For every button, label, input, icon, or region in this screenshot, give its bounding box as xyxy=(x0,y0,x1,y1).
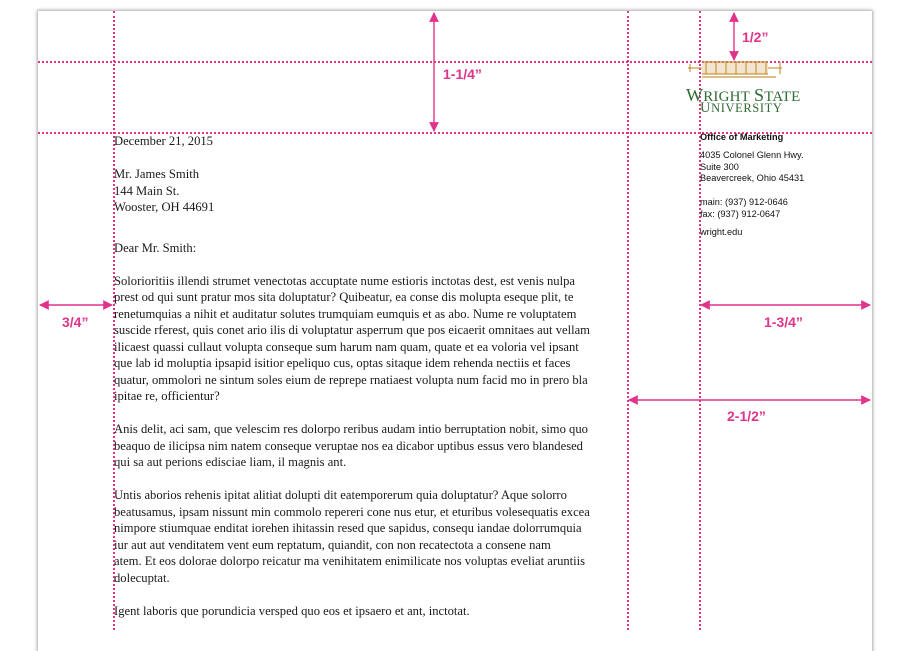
dim-label-right-column: 2-1/2” xyxy=(727,408,766,424)
paragraph-2: Anis delit, aci sam, que velescim res dolorpo reribus audam intio berruptation nobit, simo quo beaquo de ilicipsa nim natem conseque veruptae nos ea dicabor uptibus essus vero blandesed qui sa aut perions edisciae liam, il magnis ant. xyxy=(114,422,588,469)
dim-label-letterhead-top: 1/2” xyxy=(742,29,769,45)
paragraph-3: Untis aborios rehenis ipitat alitiat dolupti dit eatemporerum quia doluptatur? Aque solorro beatusamus, ipsam nissunt min commolo repereri cone nus etur, et eturibus volesequatis excea nimpore stiumquae enditat iorehen ihitassin resed que sapidus, consequ iandae dolorrumquia iur aut aut venditatem vent eum reptatum, quiandit, con non recatectota a consene nam atem. Et eos dolorae dolorpo reicatur ma venihitatem enimilicate nos voluptas eveliat aruntiis dolecuptat. xyxy=(114,488,590,585)
recipient-address: Mr. James Smith 144 Main St. Wooster, OH 44691 xyxy=(114,167,215,214)
office-name: Office of Marketing xyxy=(700,132,784,142)
main-phone: main: (937) 912-0646 xyxy=(700,197,788,208)
address-block xyxy=(700,132,804,239)
paragraph-4: Igent laboris que porundicia versped quo eos et ipsaero et ant, inctotat. xyxy=(114,603,470,618)
logo-wordmark-top: WRIGHT STATE xyxy=(686,85,801,105)
address-suite: Suite 300 xyxy=(700,161,739,172)
letter-date: December 21, 2015 xyxy=(114,134,213,148)
dim-label-body-top: 1-1/4” xyxy=(443,66,482,82)
address-city: Beavercreek, Ohio 45431 xyxy=(700,173,805,184)
logo-wordmark-bottom: UNIVERSITY xyxy=(700,100,783,116)
letter-body xyxy=(114,133,630,636)
paragraph-1: Solorioritiis illendi strumet venectotas accuptate nume estioris inctotas dest, est venis nulpa prest od qui sunt pratur mos sita doluptatur? Quibeatur, ea conse dis molupta eseque plit, te renetumquias a nihit et auditatur solutes trumquiam eumquis et as abo. Nume re voluptatem suscide rferest, quis conet ario ilis di voluptatur asperrum que pos eicaerit omnitaes aut vellam ilicaest quassi cullaut volupta conseque sum harum nam quam, quate et ea voloria vel ipsant que lab id moluptia ipsapid isitior epeliquo cus, optas sitaque idem rehenda nectiis et faces quatur, ommolori ne sintum soles eium de reprepe rnatiaest volupta num facid mo in prero bla ipitae re, officientur? xyxy=(114,273,590,403)
website-link[interactable]: wright.edu xyxy=(700,226,743,237)
wright-flyer-logo-icon xyxy=(686,56,798,84)
address-street: 4035 Colonel Glenn Hwy. xyxy=(700,149,804,160)
fax-number: fax: (937) 912-0647 xyxy=(700,208,781,219)
salutation: Dear Mr. Smith: xyxy=(114,240,197,255)
dim-label-sidebar: 1-3/4” xyxy=(764,314,803,330)
dim-label-left-margin: 3/4” xyxy=(62,314,89,330)
